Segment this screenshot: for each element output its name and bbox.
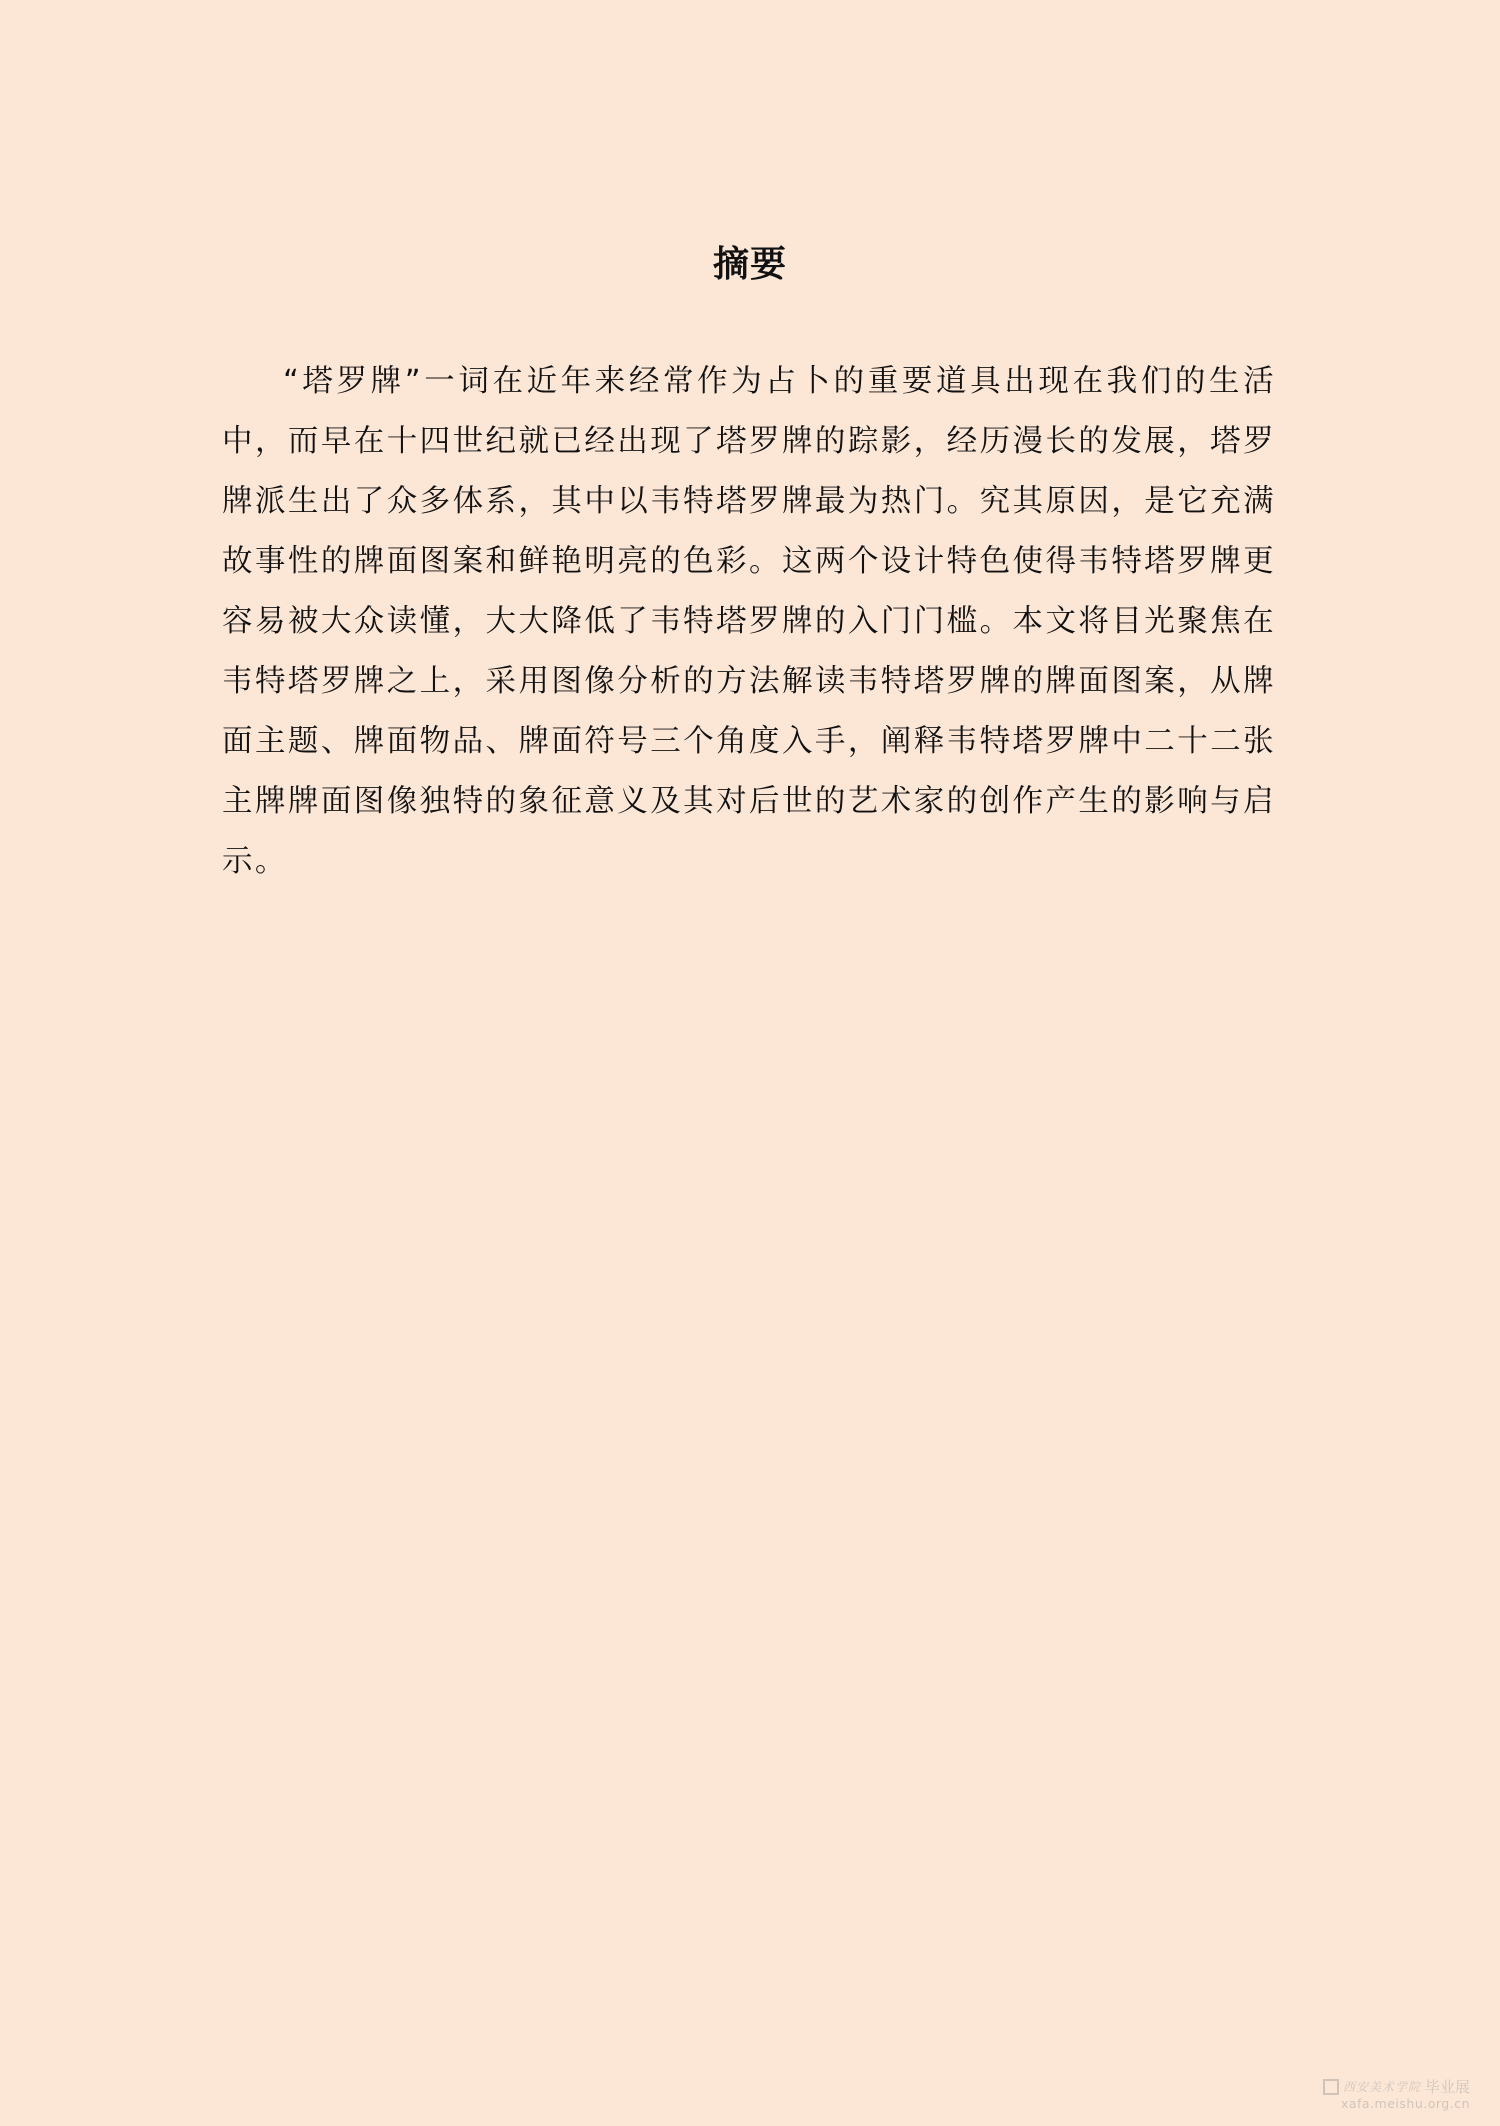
page-title: 摘要 bbox=[712, 244, 787, 285]
abstract-body: “塔罗牌”一词在近年来经常作为占卜的重要道具出现在我们的生活中，而早在十四世纪就已经出现了塔罗牌的踪影，经历漫长的发展，塔罗牌派生出了众多体系，其中以韦特塔罗牌最为热门。究其原因，是它充满故事性的牌面图案和鲜艳明亮的色彩。这两个设计特色使得韦特塔罗牌更容易被大众读懂，大大降低了韦特塔罗牌的入门门槛。本文将目光聚焦在韦特塔罗牌之上，采用图像分析的方法解读韦特塔罗牌的牌面图案，从牌面主题、牌面物品、牌面符号三个角度入手，阐释韦特塔罗牌中二十二张主牌牌面图像独特的象征意义及其对后世的艺术家的创作产生的影响与启示。 bbox=[222, 364, 1276, 879]
watermark-logo-icon bbox=[1323, 2079, 1339, 2095]
watermark bbox=[1310, 2078, 1470, 2112]
watermark-url: xafa.meishu.org.cn bbox=[1340, 2096, 1470, 2111]
watermark-header bbox=[1310, 2078, 1470, 2096]
watermark-label: 毕业展 bbox=[1424, 2078, 1470, 2096]
watermark-script-text: 西安美术学院 bbox=[1342, 2080, 1421, 2094]
